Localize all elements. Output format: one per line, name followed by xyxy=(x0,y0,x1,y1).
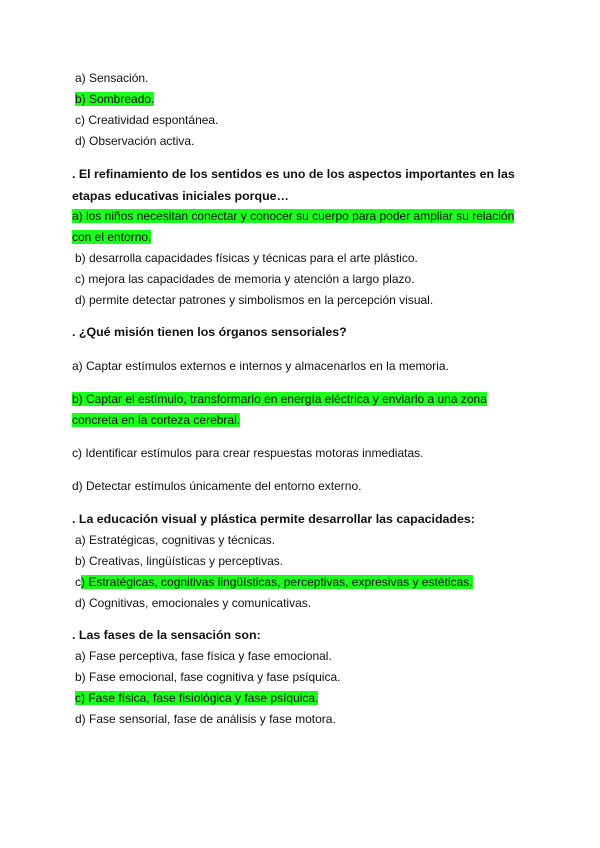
answer-option-a: a) Captar estímulos externos e internos y almacenarlos en la memoria. xyxy=(72,359,449,373)
answer-option-b: b) Fase emocional, fase cognitiva y fase psíquica. xyxy=(75,670,341,684)
answer-option-b-correct-continued xyxy=(72,412,240,428)
answer-option-d: d) Detectar estímulos únicamente del entorno externo. xyxy=(72,479,362,493)
correct-answer-highlight: c) Fase física, fase fisiológica y fase psíquica. xyxy=(75,691,319,705)
answer-option-c: c) mejora las capacidades de memoria y atención a largo plazo. xyxy=(75,272,415,286)
question-title: . ¿Qué misión tienen los órganos sensoriales? xyxy=(72,325,347,339)
correct-answer-highlight: con el entorno. xyxy=(72,230,152,244)
answer-option-a: a) Fase perceptiva, fase física y fase emocional. xyxy=(75,649,332,663)
answer-option-c-correct xyxy=(75,574,473,590)
answer-option-a: a) Estratégicas, cognitivas y técnicas. xyxy=(75,533,276,547)
question-title-continued: etapas educativas iniciales porque… xyxy=(72,189,289,203)
answer-option-d: d) Observación activa. xyxy=(75,134,195,148)
answer-option-b-correct xyxy=(72,391,487,407)
answer-option-b-correct xyxy=(75,91,154,107)
correct-answer-highlight: concreta en la corteza cerebral. xyxy=(72,413,241,427)
correct-answer-highlight: a) los niños necesitan conectar y conocer su cuerpo para poder ampliar su relación xyxy=(72,209,515,223)
answer-option-a: a) Sensación. xyxy=(75,71,149,85)
correct-answer-highlight: b) Sombreado. xyxy=(75,92,155,106)
answer-option-b: b) desarrolla capacidades físicas y técnicas para el arte plástico. xyxy=(75,251,418,265)
answer-option-a-correct-continued xyxy=(72,229,151,245)
correct-answer-highlight: b) Captar el estímulo, transformarlo en energía eléctrica y enviarlo a una zona xyxy=(72,392,487,406)
answer-option-d: d) Fase sensorial, fase de análisis y fase motora. xyxy=(75,712,336,726)
answer-option-d: d) Cognitivas, emocionales y comunicativas. xyxy=(75,596,312,610)
answer-option-c: c) Identificar estímulos para crear respuestas motoras inmediatas. xyxy=(72,446,424,460)
question-title: . El refinamiento de los sentidos es uno de los aspectos importantes en las xyxy=(72,167,515,181)
question-title: . Las fases de la sensación son: xyxy=(72,628,261,642)
answer-option-b: b) Creativas, lingüísticas y perceptivas. xyxy=(75,554,284,568)
option-letter: c xyxy=(75,575,81,589)
correct-answer-highlight: ) Estratégicas, cognitivas lingüísticas, perceptivas, expresivas y estéticas. xyxy=(81,575,473,589)
answer-option-d: d) permite detectar patrones y simbolismos en la percepción visual. xyxy=(75,293,434,307)
answer-option-c: c) Creatividad espontánea. xyxy=(75,113,219,127)
answer-option-c-correct xyxy=(75,690,318,706)
question-title: . La educación visual y plástica permite desarrollar las capacidades: xyxy=(72,512,475,526)
answer-option-a-correct xyxy=(72,208,514,224)
